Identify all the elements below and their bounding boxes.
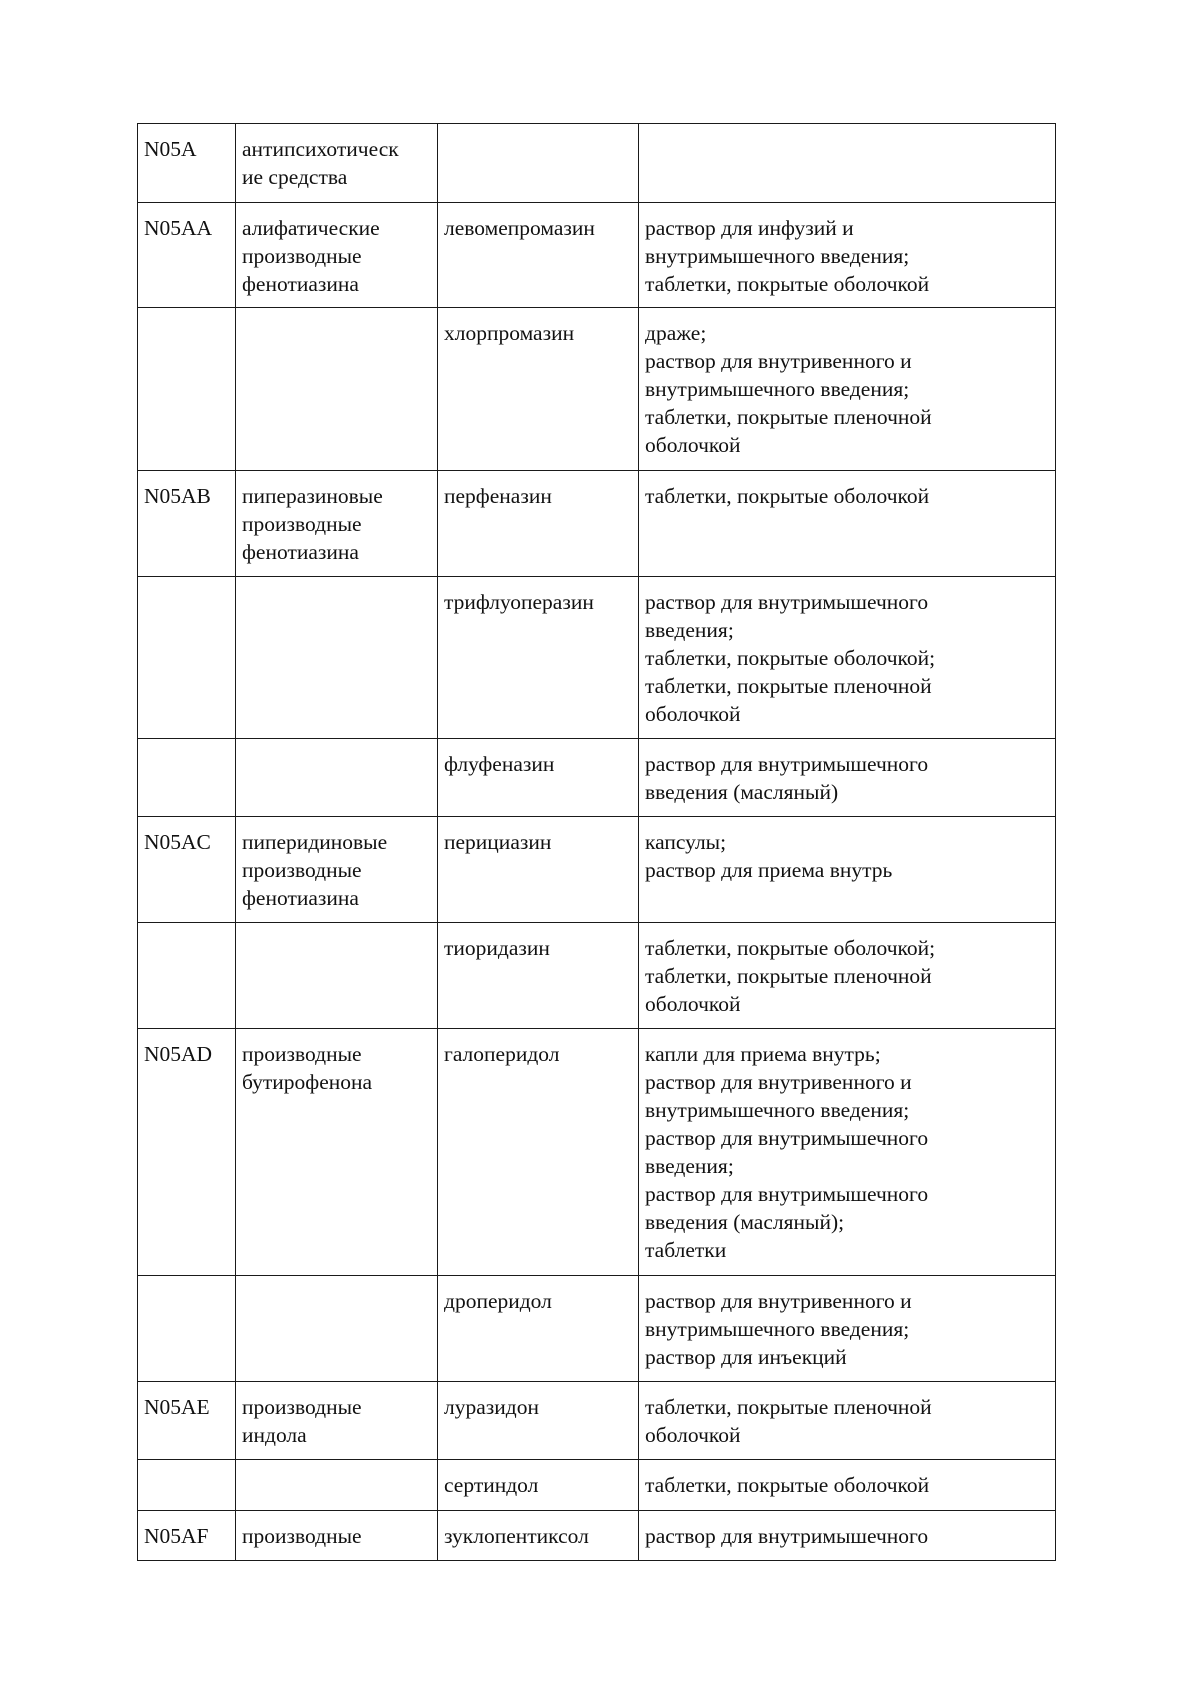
atc-code-cell — [138, 739, 236, 817]
drug-table-body — [138, 124, 1056, 1561]
atc-code-cell: N05AE — [138, 1382, 236, 1460]
dosage-forms-cell: таблетки, покрытые оболочкой; таблетки, покрытые пленочной оболочкой — [639, 923, 1056, 1029]
atc-code-cell — [138, 1460, 236, 1511]
atc-code-cell: N05AD — [138, 1029, 236, 1276]
dosage-forms-cell: раствор для внутривенного и внутримышечного введения; раствор для инъекций — [639, 1276, 1056, 1382]
group-name-cell: производные бутирофенона — [236, 1029, 438, 1276]
drug-name-cell: трифлуоперазин — [438, 577, 639, 739]
drug-table — [137, 123, 1056, 1561]
table-row — [138, 1276, 1056, 1382]
drug-name-cell: перфеназин — [438, 471, 639, 577]
drug-name-cell: сертиндол — [438, 1460, 639, 1511]
dosage-forms-cell: раствор для внутримышечного введения; таблетки, покрытые оболочкой; таблетки, покрытые пленочной оболочкой — [639, 577, 1056, 739]
dosage-forms-cell: таблетки, покрытые оболочкой — [639, 471, 1056, 577]
group-name-cell: пиперидиновые производные фенотиазина — [236, 817, 438, 923]
table-row — [138, 817, 1056, 923]
drug-name-cell: зуклопентиксол — [438, 1511, 639, 1561]
table-row — [138, 308, 1056, 471]
atc-code-cell: N05AA — [138, 203, 236, 308]
drug-name-cell: дроперидол — [438, 1276, 639, 1382]
dosage-forms-cell: таблетки, покрытые оболочкой — [639, 1460, 1056, 1511]
dosage-forms-cell: раствор для внутримышечного — [639, 1511, 1056, 1561]
group-name-cell — [236, 1276, 438, 1382]
group-name-cell: алифатические производные фенотиазина — [236, 203, 438, 308]
table-row — [138, 1511, 1056, 1561]
table-row — [138, 577, 1056, 739]
dosage-forms-cell: капли для приема внутрь; раствор для внутривенного и внутримышечного введения; раствор для внутримышечного введения; раствор для внутримышечного введения (масляный); таблетки — [639, 1029, 1056, 1276]
table-row — [138, 203, 1056, 308]
dosage-forms-cell — [639, 124, 1056, 203]
atc-code-cell: N05AB — [138, 471, 236, 577]
drug-name-cell: тиоридазин — [438, 923, 639, 1029]
dosage-forms-cell: таблетки, покрытые пленочной оболочкой — [639, 1382, 1056, 1460]
drug-name-cell: галоперидол — [438, 1029, 639, 1276]
group-name-cell: антипсихотическ ие средства — [236, 124, 438, 203]
group-name-cell: производные — [236, 1511, 438, 1561]
atc-code-cell — [138, 1276, 236, 1382]
drug-name-cell: хлорпромазин — [438, 308, 639, 471]
table-row — [138, 1029, 1056, 1276]
drug-name-cell — [438, 124, 639, 203]
group-name-cell — [236, 577, 438, 739]
table-row — [138, 739, 1056, 817]
group-name-cell — [236, 308, 438, 471]
table-row — [138, 1382, 1056, 1460]
dosage-forms-cell: раствор для внутримышечного введения (масляный) — [639, 739, 1056, 817]
drug-name-cell: флуфеназин — [438, 739, 639, 817]
group-name-cell — [236, 1460, 438, 1511]
group-name-cell: пиперазиновые производные фенотиазина — [236, 471, 438, 577]
group-name-cell — [236, 739, 438, 817]
group-name-cell — [236, 923, 438, 1029]
atc-code-cell — [138, 308, 236, 471]
table-row — [138, 1460, 1056, 1511]
atc-code-cell: N05AC — [138, 817, 236, 923]
dosage-forms-cell: драже; раствор для внутривенного и внутримышечного введения; таблетки, покрытые пленочной оболочкой — [639, 308, 1056, 471]
dosage-forms-cell: раствор для инфузий и внутримышечного введения; таблетки, покрытые оболочкой — [639, 203, 1056, 308]
atc-code-cell — [138, 577, 236, 739]
atc-code-cell: N05A — [138, 124, 236, 203]
atc-code-cell — [138, 923, 236, 1029]
drug-name-cell: левомепромазин — [438, 203, 639, 308]
table-row — [138, 124, 1056, 203]
dosage-forms-cell: капсулы; раствор для приема внутрь — [639, 817, 1056, 923]
table-row — [138, 471, 1056, 577]
table-row — [138, 923, 1056, 1029]
drug-name-cell: луразидон — [438, 1382, 639, 1460]
group-name-cell: производные индола — [236, 1382, 438, 1460]
atc-code-cell: N05AF — [138, 1511, 236, 1561]
drug-name-cell: перициазин — [438, 817, 639, 923]
